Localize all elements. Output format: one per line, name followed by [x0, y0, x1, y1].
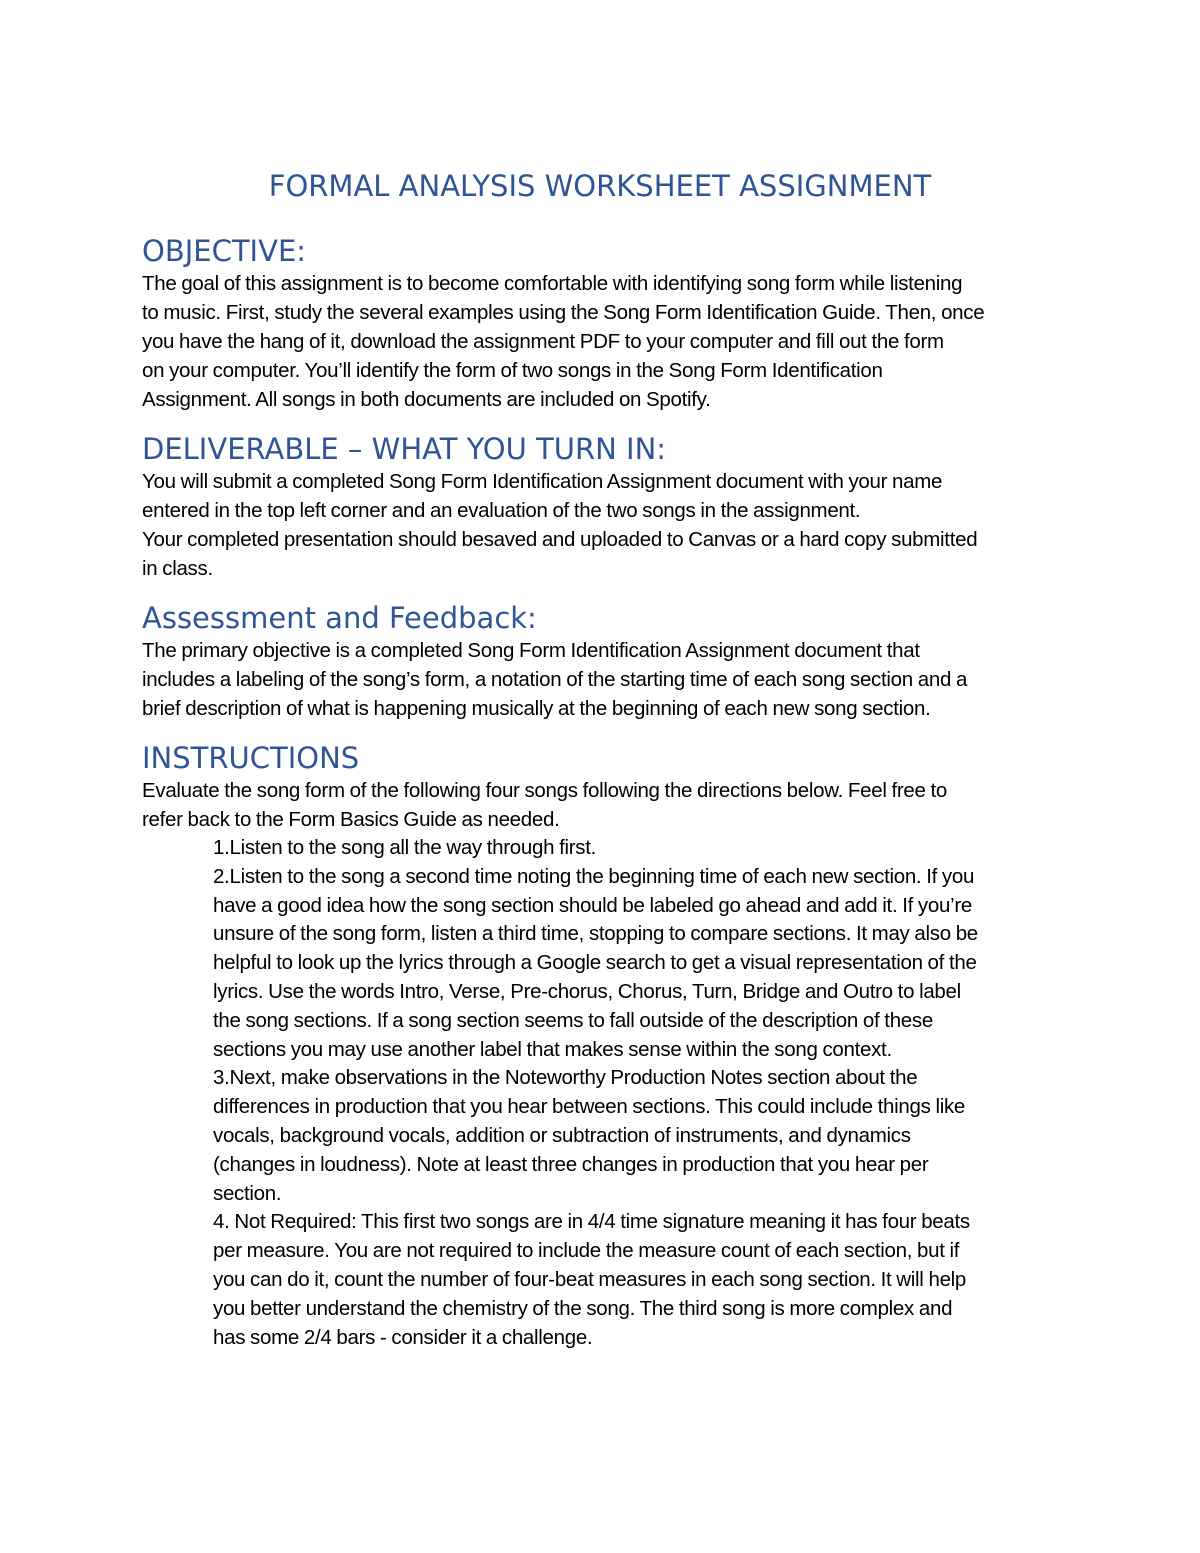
instructions-intro-line: Evaluate the song form of the following four songs following the directions below. Feel free to: [142, 779, 947, 802]
deliverable-section: [142, 431, 1062, 583]
deliverable-line: in class.: [142, 557, 213, 580]
instruction-step-line: sections you may use another label that makes sense within the song context.: [213, 1037, 892, 1061]
instruction-step-line: lyrics. Use the words Intro, Verse, Pre-chorus, Chorus, Turn, Bridge and Outro to label: [213, 979, 961, 1003]
instruction-step-line: helpful to look up the lyrics through a Google search to get a visual representation of the: [213, 951, 977, 975]
assessment-line: The primary objective is a completed Song Form Identification Assignment document that: [142, 639, 920, 662]
objective-line: The goal of this assignment is to become comfortable with identifying song form while listening: [142, 272, 963, 295]
assessment-heading: Assessment and Feedback:: [142, 601, 537, 635]
assessment-section: [142, 600, 1062, 723]
objective-section: [142, 233, 1062, 414]
instruction-step-line: 2.Listen to the song a second time noting the beginning time of each new section. If you: [213, 864, 975, 888]
instructions-intro-line: refer back to the Form Basics Guide as needed.: [142, 808, 560, 831]
instruction-step-line: (changes in loudness). Note at least three changes in production that you hear per: [213, 1152, 929, 1176]
instruction-step-line: per measure. You are not required to include the measure count of each section, but if: [213, 1239, 960, 1263]
instruction-step-line: differences in production that you hear between sections. This could include things like: [213, 1095, 966, 1119]
instruction-step-line: 1.Listen to the song all the way through first.: [213, 836, 597, 859]
instruction-step-line: section.: [213, 1181, 282, 1205]
instruction-step-line: unsure of the song form, listen a third time, stopping to compare sections. It may also be: [213, 922, 978, 946]
document-page: [142, 160, 1062, 1352]
document-title: FORMAL ANALYSIS WORKSHEET ASSIGNMENT: [268, 169, 932, 203]
deliverable-line: You will submit a completed Song Form Identification Assignment document with your name: [142, 470, 943, 493]
instruction-step-line: vocals, background vocals, addition or subtraction of instruments, and dynamics: [213, 1123, 911, 1147]
instructions-section: [142, 740, 1062, 1352]
instruction-step-line: 3.Next, make observations in the Noteworthy Production Notes section about the: [213, 1066, 918, 1090]
objective-line: Assignment. All songs in both documents are included on Spotify.: [142, 388, 711, 411]
objective-line: you have the hang of it, download the assignment PDF to your computer and fill out the form: [142, 330, 944, 353]
instruction-step-line: the song sections. If a song section seems to fall outside of the description of these: [213, 1008, 933, 1032]
assessment-line: includes a labeling of the song’s form, a notation of the starting time of each song section and a: [142, 668, 968, 691]
instruction-step-line: 4. Not Required: This first two songs are in 4/4 time signature meaning it has four beats: [213, 1210, 970, 1234]
deliverable-heading: DELIVERABLE – WHAT YOU TURN IN:: [142, 432, 667, 466]
objective-line: to music. First, study the several examples using the Song Form Identification Guide. Then, once: [142, 301, 985, 324]
deliverable-line: entered in the top left corner and an evaluation of the two songs in the assignment.: [142, 499, 861, 522]
objective-heading: OBJECTIVE:: [142, 234, 307, 268]
instruction-step-line: has some 2/4 bars - consider it a challenge.: [213, 1325, 593, 1349]
instruction-step-line: you better understand the chemistry of the song. The third song is more complex and: [213, 1296, 953, 1320]
deliverable-line: Your completed presentation should besaved and uploaded to Canvas or a hard copy submitted: [142, 528, 978, 551]
assessment-line: brief description of what is happening musically at the beginning of each new song section.: [142, 697, 931, 720]
instruction-step-line: you can do it, count the number of four-beat measures in each song section. It will help: [213, 1267, 967, 1291]
instruction-step-line: have a good idea how the song section should be labeled go ahead and add it. If you’re: [213, 893, 972, 917]
objective-line: on your computer. You’ll identify the form of two songs in the Song Form Identification: [142, 359, 883, 382]
instructions-heading: INSTRUCTIONS: [142, 741, 360, 775]
instructions-steps: [142, 834, 1062, 1352]
